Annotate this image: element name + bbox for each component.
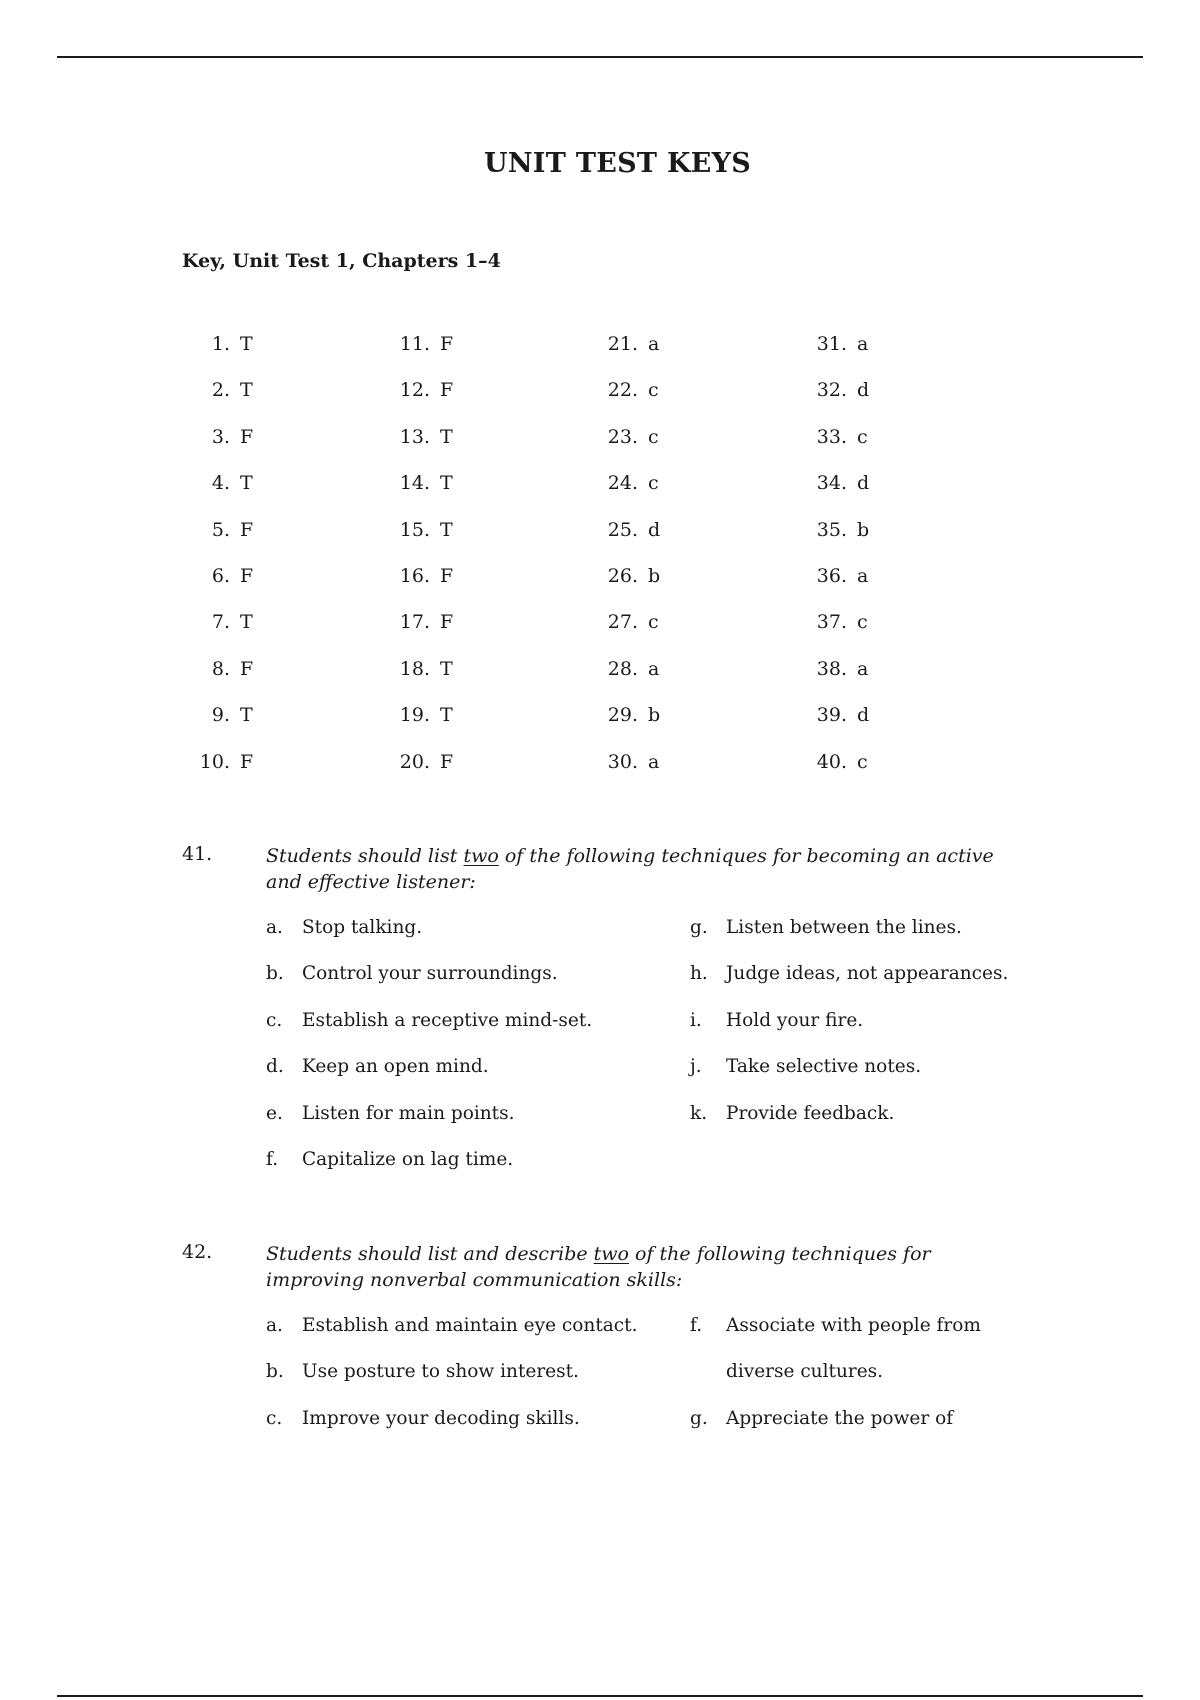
answer-value: d	[857, 704, 870, 727]
answer-value: c	[857, 750, 868, 773]
answer-number: 34.	[816, 472, 847, 495]
answer-number: 33.	[816, 425, 847, 448]
item-text: Stop talking.	[302, 917, 423, 938]
answer-number: 26.	[607, 564, 638, 587]
answer-number: 6.	[211, 564, 230, 587]
item-text: Control your surroundings.	[302, 963, 558, 985]
item-letter: e.	[266, 1102, 283, 1124]
answer-number: 39.	[816, 704, 847, 727]
answer-item	[590, 379, 750, 425]
item-text: Appreciate the power of	[726, 1407, 954, 1429]
answer-value: T	[240, 379, 253, 402]
answer-value: T	[240, 704, 253, 727]
question-number: 41.	[182, 843, 213, 865]
answer-value: c	[648, 472, 659, 495]
answer-value: c	[648, 611, 659, 634]
item-text: Establish a receptive mind-set.	[302, 1009, 593, 1031]
technique-item	[690, 917, 962, 938]
answer-value: d	[857, 472, 870, 495]
technique-item	[266, 1315, 637, 1336]
answer-value: T	[440, 657, 453, 680]
answer-value: F	[440, 750, 454, 773]
answer-value: a	[857, 657, 869, 680]
item-letter: j.	[690, 1056, 702, 1078]
answer-number: 29.	[607, 704, 638, 727]
answer-number: 3.	[211, 425, 230, 448]
answer-item	[382, 565, 542, 611]
technique-item	[690, 1315, 981, 1336]
answer-value: T	[440, 704, 453, 727]
page-title: UNIT TEST KEYS	[483, 148, 752, 179]
answer-column	[799, 333, 959, 797]
answer-item	[382, 333, 542, 379]
answer-value: c	[648, 379, 659, 402]
emphasis-underline: two	[593, 1243, 629, 1265]
answer-number: 32.	[816, 379, 847, 402]
answer-number: 35.	[816, 518, 847, 541]
item-letter: b.	[266, 1361, 284, 1383]
answer-value: c	[857, 425, 868, 448]
answer-value: F	[240, 518, 254, 541]
answer-item	[590, 519, 750, 565]
answer-number: 24.	[607, 472, 638, 495]
section-subtitle: Key, Unit Test 1, Chapters 1–4	[182, 250, 501, 272]
answer-item	[382, 611, 542, 657]
answer-column	[590, 333, 750, 797]
answer-value: c	[857, 611, 868, 634]
item-letter: h.	[690, 963, 708, 985]
answer-value: a	[857, 333, 869, 355]
answer-item	[799, 658, 959, 704]
answer-number: 4.	[211, 472, 230, 495]
item-text: Take selective notes.	[726, 1056, 922, 1078]
answer-number: 10.	[199, 750, 230, 773]
answer-item	[590, 658, 750, 704]
answer-value: a	[648, 657, 660, 680]
item-letter: a.	[266, 1315, 283, 1336]
answer-value: d	[857, 379, 870, 402]
question-number: 42.	[182, 1241, 213, 1263]
technique-item	[266, 963, 558, 984]
answer-value: T	[240, 611, 253, 634]
technique-item	[266, 1408, 580, 1429]
item-text: Use posture to show interest.	[302, 1361, 579, 1383]
item-text: Hold your fire.	[726, 1009, 864, 1031]
answer-value: c	[648, 425, 659, 448]
answer-value: T	[240, 472, 253, 495]
answer-value: F	[240, 425, 254, 448]
answer-number: 31.	[816, 333, 847, 355]
item-letter: k.	[690, 1102, 708, 1124]
item-letter: c.	[266, 1407, 283, 1429]
answer-number: 18.	[399, 657, 430, 680]
answer-item	[590, 751, 750, 797]
answer-value: T	[240, 333, 253, 355]
answer-number: 1.	[211, 333, 230, 355]
item-text: Provide feedback.	[726, 1102, 895, 1124]
answer-item	[799, 426, 959, 472]
answer-number: 40.	[816, 750, 847, 773]
answer-number: 16.	[399, 564, 430, 587]
item-letter: a.	[266, 917, 283, 938]
answer-number: 22.	[607, 379, 638, 402]
item-letter: b.	[266, 963, 284, 985]
answer-item	[799, 704, 959, 750]
item-letter: i.	[690, 1009, 702, 1031]
answer-item	[182, 704, 342, 750]
answer-value: a	[648, 333, 660, 355]
technique-item	[690, 1010, 863, 1031]
item-text: Judge ideas, not appearances.	[726, 963, 1009, 985]
item-text: Capitalize on lag time.	[302, 1149, 514, 1170]
emphasis-underline: two	[463, 845, 499, 867]
answer-number: 27.	[607, 611, 638, 634]
answer-item	[382, 379, 542, 425]
answer-item	[382, 472, 542, 518]
answer-item	[590, 565, 750, 611]
answer-number: 28.	[607, 657, 638, 680]
technique-item	[690, 963, 1008, 984]
item-text: Listen between the lines.	[726, 917, 962, 938]
answer-item	[382, 751, 542, 797]
answer-number: 2.	[211, 379, 230, 402]
answer-value: T	[440, 472, 453, 495]
answer-number: 36.	[816, 564, 847, 587]
answer-value: F	[240, 564, 254, 587]
item-letter: f.	[266, 1149, 279, 1170]
answer-item	[799, 333, 959, 379]
answer-number: 11.	[399, 333, 430, 355]
answer-item	[590, 472, 750, 518]
technique-item	[266, 1056, 489, 1077]
item-letter: g.	[690, 917, 708, 938]
answer-value: T	[440, 518, 453, 541]
bottom-rule	[57, 1695, 1143, 1697]
answer-item	[382, 426, 542, 472]
item-letter: c.	[266, 1009, 283, 1031]
answer-item	[799, 751, 959, 797]
answer-number: 13.	[399, 425, 430, 448]
answer-number: 20.	[399, 750, 430, 773]
answer-value: F	[440, 564, 454, 587]
answer-number: 21.	[607, 333, 638, 355]
answer-value: F	[440, 333, 454, 355]
answer-number: 38.	[816, 657, 847, 680]
answer-value: d	[648, 518, 661, 541]
technique-item	[266, 1010, 592, 1031]
answer-item	[182, 333, 342, 379]
question-prompt: Students should list two of the following techniques for becoming an active and effective listener:	[266, 845, 994, 893]
answer-number: 14.	[399, 472, 430, 495]
answer-value: F	[440, 611, 454, 634]
answer-item	[382, 704, 542, 750]
item-letter: g.	[690, 1407, 708, 1429]
technique-item	[266, 1361, 579, 1382]
answer-number: 15.	[399, 518, 430, 541]
answer-item	[799, 565, 959, 611]
answer-item	[382, 519, 542, 565]
answer-item	[799, 611, 959, 657]
technique-item	[690, 1103, 894, 1124]
answer-item	[590, 426, 750, 472]
answer-item	[182, 658, 342, 704]
item-text: Improve your decoding skills.	[302, 1407, 580, 1429]
answer-value: b	[648, 564, 661, 587]
answer-item	[182, 611, 342, 657]
answer-number: 30.	[607, 750, 638, 773]
answer-number: 19.	[399, 704, 430, 727]
answer-item	[590, 611, 750, 657]
answer-number: 5.	[211, 518, 230, 541]
item-letter: f.	[690, 1315, 703, 1336]
answer-column	[382, 333, 542, 797]
item-text: Listen for main points.	[302, 1102, 515, 1124]
answer-item	[182, 426, 342, 472]
technique-item	[266, 1149, 513, 1170]
answer-number: 37.	[816, 611, 847, 634]
answer-item	[590, 704, 750, 750]
answer-value: F	[240, 657, 254, 680]
item-text: diverse cultures.	[726, 1361, 884, 1383]
answer-number: 12.	[399, 379, 430, 402]
answer-value: b	[857, 518, 870, 541]
answer-number: 25.	[607, 518, 638, 541]
answer-item	[590, 333, 750, 379]
item-text: Keep an open mind.	[302, 1056, 489, 1078]
item-letter: d.	[266, 1056, 284, 1078]
answer-item	[799, 379, 959, 425]
answer-column	[182, 333, 342, 797]
answer-item	[182, 379, 342, 425]
answer-value: a	[857, 564, 869, 587]
answer-value: F	[440, 379, 454, 402]
answer-item	[182, 472, 342, 518]
item-text: Establish and maintain eye contact.	[302, 1315, 638, 1336]
answer-item	[382, 658, 542, 704]
item-text: Associate with people from	[726, 1315, 981, 1336]
answer-value: F	[240, 750, 254, 773]
answer-value: T	[440, 425, 453, 448]
answer-value: b	[648, 704, 661, 727]
question-prompt: Students should list and describe two of the following techniques for improving nonverbal communication skills:	[266, 1243, 931, 1291]
answer-number: 9.	[211, 704, 230, 727]
answer-number: 17.	[399, 611, 430, 634]
answer-item	[799, 519, 959, 565]
technique-item	[690, 1056, 921, 1077]
answer-number: 8.	[211, 657, 230, 680]
answer-item	[182, 565, 342, 611]
answer-item	[182, 751, 342, 797]
technique-item	[690, 1361, 883, 1382]
technique-item	[266, 1103, 515, 1124]
answer-number: 7.	[211, 611, 230, 634]
technique-item	[690, 1408, 953, 1429]
answer-number: 23.	[607, 425, 638, 448]
answer-value: a	[648, 750, 660, 773]
top-rule	[57, 56, 1143, 58]
technique-item	[266, 917, 422, 938]
answer-item	[799, 472, 959, 518]
answer-item	[182, 519, 342, 565]
